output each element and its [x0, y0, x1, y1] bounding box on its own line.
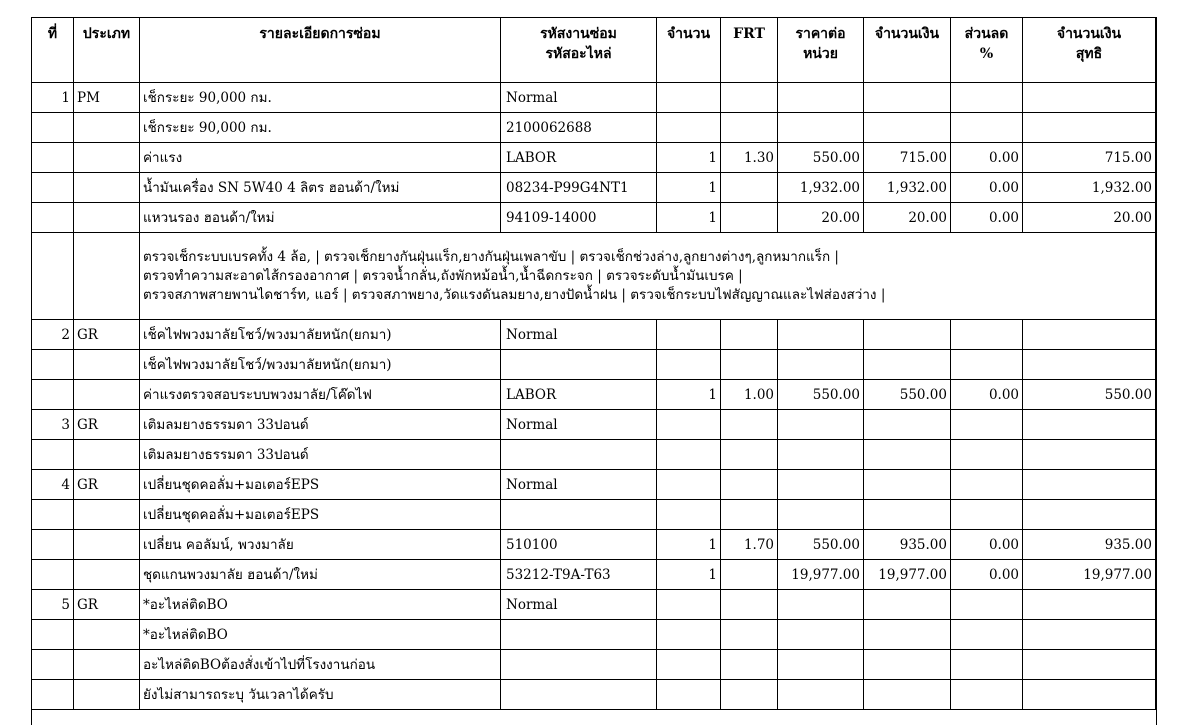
cell-unit-price — [778, 470, 864, 500]
cell-type — [74, 233, 140, 320]
table-body — [32, 83, 1156, 710]
cell-net — [1023, 620, 1156, 650]
cell-qty — [657, 620, 721, 650]
cell-no — [32, 500, 74, 530]
cell-type: GR — [74, 590, 140, 620]
cell-detail: เปลี่ยน คอลัมน์, พวงมาลัย — [140, 530, 501, 560]
header-net: จำนวนเงิน สุทธิ — [1023, 18, 1156, 83]
cell-type: GR — [74, 470, 140, 500]
table-row — [32, 440, 1156, 470]
cell-no: 3 — [32, 410, 74, 440]
cell-qty: 1 — [657, 560, 721, 590]
cell-no — [32, 530, 74, 560]
cell-frt — [721, 410, 778, 440]
checklist-note — [140, 233, 1156, 320]
cell-type — [74, 530, 140, 560]
cell-detail: *อะไหล่ติดBO — [140, 620, 501, 650]
cell-unit-price — [778, 320, 864, 350]
cell-amount — [864, 320, 951, 350]
cell-qty: 1 — [657, 203, 721, 233]
cell-code: Normal — [501, 320, 657, 350]
cell-detail: เช็กระยะ 90,000 กม. — [140, 113, 501, 143]
cell-qty — [657, 320, 721, 350]
cell-detail: แหวนรอง ฮอนด้า/ใหม่ — [140, 203, 501, 233]
cell-no — [32, 173, 74, 203]
cell-amount: 1,932.00 — [864, 173, 951, 203]
checklist-note-row — [32, 233, 1156, 320]
cell-qty — [657, 440, 721, 470]
cell-unit-price: 20.00 — [778, 203, 864, 233]
cell-frt — [721, 590, 778, 620]
cell-discount: 0.00 — [951, 143, 1023, 173]
cell-discount: 0.00 — [951, 530, 1023, 560]
header-qty: จำนวน — [657, 18, 721, 83]
cell-qty — [657, 83, 721, 113]
cell-code — [501, 500, 657, 530]
cell-amount — [864, 500, 951, 530]
cell-code — [501, 620, 657, 650]
table-row — [32, 680, 1156, 710]
cell-unit-price — [778, 650, 864, 680]
cell-amount — [864, 620, 951, 650]
cell-unit-price: 550.00 — [778, 143, 864, 173]
cell-type — [74, 143, 140, 173]
cell-qty: 1 — [657, 380, 721, 410]
cell-detail: เช็คไฟพวงมาลัยโชว์/พวงมาลัยหนัก(ยกมา) — [140, 320, 501, 350]
cell-net: 550.00 — [1023, 380, 1156, 410]
cell-discount — [951, 590, 1023, 620]
cell-amount — [864, 113, 951, 143]
cell-amount — [864, 470, 951, 500]
cell-unit-price — [778, 113, 864, 143]
table-row — [32, 500, 1156, 530]
cell-frt — [721, 470, 778, 500]
cell-frt — [721, 680, 778, 710]
cell-no — [32, 650, 74, 680]
table-header-row — [32, 18, 1156, 83]
cell-code — [501, 650, 657, 680]
cell-code: LABOR — [501, 143, 657, 173]
cell-unit-price: 550.00 — [778, 530, 864, 560]
cell-discount: 0.00 — [951, 173, 1023, 203]
cell-frt — [721, 203, 778, 233]
header-type: ประเภท — [74, 18, 140, 83]
cell-detail: เติมลมยางธรรมดา 33ปอนด์ — [140, 440, 501, 470]
cell-amount: 20.00 — [864, 203, 951, 233]
header-discount: ส่วนลด % — [951, 18, 1023, 83]
cell-detail: *อะไหล่ติดBO — [140, 590, 501, 620]
cell-code: Normal — [501, 590, 657, 620]
note-line: ตรวจเช็กระบบเบรคทั้ง 4 ล้อ, | ตรวจเช็กยางกันฝุ่นแร็ก,ยางกันฝุ่นเพลาขับ | ตรวจเช็กช่วงล่าง,ลูกยางต่างๆ,ลูกหมากแร็ก | — [143, 248, 839, 265]
cell-no: 2 — [32, 320, 74, 350]
cell-no: 4 — [32, 470, 74, 500]
cell-amount — [864, 83, 951, 113]
cell-amount — [864, 410, 951, 440]
cell-net: 20.00 — [1023, 203, 1156, 233]
table-row — [32, 620, 1156, 650]
cell-type — [74, 560, 140, 590]
cell-code: Normal — [501, 410, 657, 440]
cell-unit-price: 19,977.00 — [778, 560, 864, 590]
cell-discount: 0.00 — [951, 380, 1023, 410]
cell-frt — [721, 350, 778, 380]
cell-qty — [657, 410, 721, 440]
cell-net — [1023, 83, 1156, 113]
cell-code: 94109-14000 — [501, 203, 657, 233]
cell-discount — [951, 650, 1023, 680]
cell-qty — [657, 650, 721, 680]
cell-type — [74, 650, 140, 680]
cell-no — [32, 560, 74, 590]
cell-discount — [951, 350, 1023, 380]
cell-frt — [721, 650, 778, 680]
cell-detail: เปลี่ยนชุดคอลั่ม+มอเตอร์EPS — [140, 500, 501, 530]
cell-detail: เติมลมยางธรรมดา 33ปอนด์ — [140, 410, 501, 440]
table-row — [32, 113, 1156, 143]
cell-discount — [951, 620, 1023, 650]
header-amount: จำนวนเงิน — [864, 18, 951, 83]
cell-type — [74, 620, 140, 650]
cell-code — [501, 680, 657, 710]
cell-discount — [951, 320, 1023, 350]
cell-type — [74, 500, 140, 530]
note-line: ตรวจสภาพสายพานไดชาร์ท, แอร์ | ตรวจสภาพยาง,วัดแรงดันลมยาง,ยางปัดน้ำฝน | ตรวจเช็กระบบไฟสัญญาณและไฟส่องสว่าง | — [143, 286, 886, 303]
cell-frt — [721, 320, 778, 350]
cell-type — [74, 350, 140, 380]
cell-type — [74, 173, 140, 203]
cell-amount: 935.00 — [864, 530, 951, 560]
cell-unit-price — [778, 410, 864, 440]
cell-amount — [864, 650, 951, 680]
cell-qty — [657, 113, 721, 143]
cell-detail: เช็คไฟพวงมาลัยโชว์/พวงมาลัยหนัก(ยกมา) — [140, 350, 501, 380]
cell-detail: ค่าแรง — [140, 143, 501, 173]
cell-discount — [951, 680, 1023, 710]
cell-no — [32, 113, 74, 143]
cell-no — [32, 620, 74, 650]
cell-discount — [951, 440, 1023, 470]
table-row — [32, 650, 1156, 680]
cell-frt — [721, 500, 778, 530]
cell-detail: เช็กระยะ 90,000 กม. — [140, 83, 501, 113]
cell-type — [74, 440, 140, 470]
cell-no — [32, 350, 74, 380]
cell-unit-price — [778, 620, 864, 650]
cell-type: GR — [74, 320, 140, 350]
cell-amount — [864, 350, 951, 380]
cell-qty: 1 — [657, 143, 721, 173]
cell-net: 1,932.00 — [1023, 173, 1156, 203]
cell-qty: 1 — [657, 530, 721, 560]
table-row — [32, 470, 1156, 500]
cell-unit-price — [778, 83, 864, 113]
cell-no — [32, 440, 74, 470]
cell-qty — [657, 680, 721, 710]
cell-unit-price — [778, 350, 864, 380]
cell-type — [74, 680, 140, 710]
cell-code — [501, 440, 657, 470]
header-no: ที่ — [32, 18, 74, 83]
table-row — [32, 83, 1156, 113]
cell-detail: ยังไม่สามารถระบุ วันเวลาได้ครับ — [140, 680, 501, 710]
cell-type — [74, 380, 140, 410]
table-row — [32, 320, 1156, 350]
cell-net — [1023, 350, 1156, 380]
header-unit-price: ราคาต่อ หน่วย — [778, 18, 864, 83]
cell-no — [32, 380, 74, 410]
cell-detail: เปลี่ยนชุดคอลั่ม+มอเตอร์EPS — [140, 470, 501, 500]
cell-amount: 715.00 — [864, 143, 951, 173]
cell-amount: 550.00 — [864, 380, 951, 410]
cell-discount — [951, 470, 1023, 500]
cell-amount — [864, 440, 951, 470]
cell-type: PM — [74, 83, 140, 113]
cell-discount — [951, 410, 1023, 440]
cell-discount — [951, 113, 1023, 143]
cell-net — [1023, 650, 1156, 680]
cell-code: Normal — [501, 83, 657, 113]
table-row — [32, 203, 1156, 233]
table-row — [32, 410, 1156, 440]
cell-code: 510100 — [501, 530, 657, 560]
repair-items-table — [31, 17, 1156, 710]
cell-code: 2100062688 — [501, 113, 657, 143]
cell-frt — [721, 173, 778, 203]
cell-qty — [657, 470, 721, 500]
cell-net: 19,977.00 — [1023, 560, 1156, 590]
cell-net — [1023, 410, 1156, 440]
cell-net — [1023, 320, 1156, 350]
cell-type: GR — [74, 410, 140, 440]
cell-no — [32, 233, 74, 320]
cell-frt — [721, 620, 778, 650]
cell-detail: ค่าแรงตรวจสอบระบบพวงมาลัย/โค๊ดไฟ — [140, 380, 501, 410]
cell-frt: 1.70 — [721, 530, 778, 560]
cell-type — [74, 203, 140, 233]
cell-unit-price — [778, 440, 864, 470]
cell-discount — [951, 500, 1023, 530]
cell-qty — [657, 500, 721, 530]
cell-unit-price: 550.00 — [778, 380, 864, 410]
cell-frt — [721, 440, 778, 470]
cell-net — [1023, 500, 1156, 530]
cell-amount — [864, 680, 951, 710]
cell-frt — [721, 83, 778, 113]
cell-unit-price — [778, 500, 864, 530]
cell-frt: 1.30 — [721, 143, 778, 173]
cell-unit-price — [778, 590, 864, 620]
cell-net — [1023, 113, 1156, 143]
cell-code — [501, 350, 657, 380]
cell-frt — [721, 560, 778, 590]
table-row — [32, 350, 1156, 380]
cell-net — [1023, 680, 1156, 710]
table-row — [32, 590, 1156, 620]
cell-unit-price: 1,932.00 — [778, 173, 864, 203]
cell-net: 715.00 — [1023, 143, 1156, 173]
cell-discount — [951, 83, 1023, 113]
cell-no — [32, 680, 74, 710]
cell-code: 53212-T9A-T63 — [501, 560, 657, 590]
table-row — [32, 173, 1156, 203]
cell-net — [1023, 470, 1156, 500]
table-row — [32, 143, 1156, 173]
cell-net — [1023, 440, 1156, 470]
cell-qty — [657, 350, 721, 380]
cell-detail: น้ำมันเครื่อง SN 5W40 4 ลิตร ฮอนด้า/ใหม่ — [140, 173, 501, 203]
table-row — [32, 530, 1156, 560]
cell-frt — [721, 113, 778, 143]
cell-qty — [657, 590, 721, 620]
cell-code: 08234-P99G4NT1 — [501, 173, 657, 203]
note-line: ตรวจทำความสะอาดไส้กรองอากาศ | ตรวจน้ำกลั่น,ถังพักหม้อน้ำ,น้ำฉีดกระจก | ตรวจระดับน้ำมันเบรค | — [143, 267, 743, 284]
cell-type — [74, 113, 140, 143]
cell-net — [1023, 590, 1156, 620]
cell-code: LABOR — [501, 380, 657, 410]
header-detail: รายละเอียดการซ่อม — [140, 18, 501, 83]
cell-no: 1 — [32, 83, 74, 113]
cell-unit-price — [778, 680, 864, 710]
cell-detail: อะไหล่ติดBOต้องสั่งเข้าไปที่โรงงานก่อน — [140, 650, 501, 680]
cell-code: Normal — [501, 470, 657, 500]
cell-discount: 0.00 — [951, 203, 1023, 233]
cell-no — [32, 143, 74, 173]
cell-amount: 19,977.00 — [864, 560, 951, 590]
header-code: รหัสงานซ่อม รหัสอะไหล่ — [501, 18, 657, 83]
table-row — [32, 560, 1156, 590]
cell-no — [32, 203, 74, 233]
cell-frt: 1.00 — [721, 380, 778, 410]
cell-amount — [864, 590, 951, 620]
cell-discount: 0.00 — [951, 560, 1023, 590]
cell-no: 5 — [32, 590, 74, 620]
table-row — [32, 380, 1156, 410]
cell-qty: 1 — [657, 173, 721, 203]
header-frt: FRT — [721, 18, 778, 83]
cell-detail: ชุดแกนพวงมาลัย ฮอนด้า/ใหม่ — [140, 560, 501, 590]
cell-net: 935.00 — [1023, 530, 1156, 560]
